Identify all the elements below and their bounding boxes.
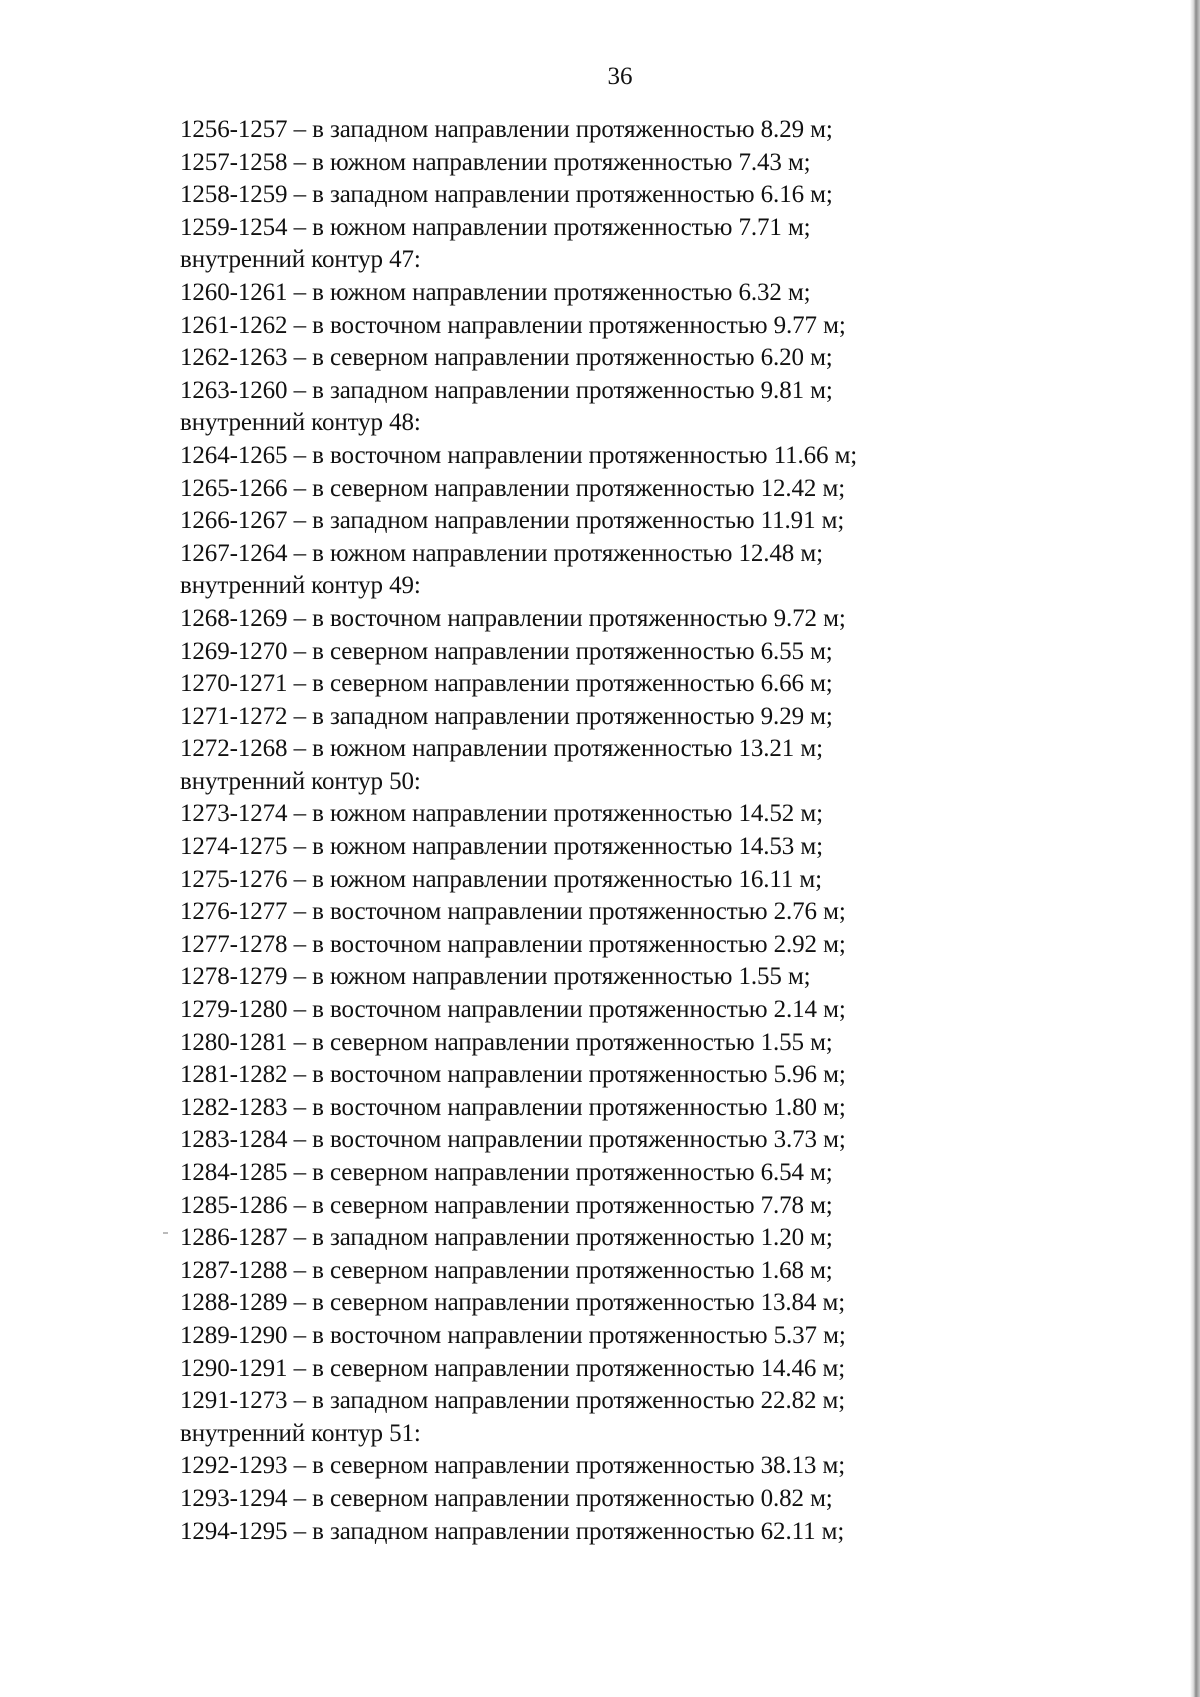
segment-line: 1286-1287 – в западном направлении протяженностью 1.20 м; bbox=[180, 1224, 833, 1252]
segment-line: 1292-1293 – в северном направлении протяженностью 38.13 м; bbox=[180, 1452, 846, 1480]
segment-line: 1293-1294 – в северном направлении протяженностью 0.82 м; bbox=[180, 1484, 833, 1512]
contour-heading: внутренний контур 49: bbox=[180, 572, 421, 600]
segment-line: 1269-1270 – в северном направлении протяженностью 6.55 м; bbox=[180, 637, 833, 665]
contour-heading: внутренний контур 47: bbox=[180, 246, 421, 274]
segment-line: 1270-1271 – в северном направлении протяженностью 6.66 м; bbox=[180, 670, 833, 698]
segment-line: 1264-1265 – в восточном направлении протяженностью 11.66 м; bbox=[180, 441, 858, 469]
scan-edge bbox=[1190, 0, 1200, 1697]
segment-line: 1285-1286 – в северном направлении протяженностью 7.78 м; bbox=[180, 1191, 833, 1219]
segment-line: 1290-1291 – в северном направлении протяженностью 14.46 м; bbox=[180, 1354, 846, 1382]
contour-heading: внутренний контур 50: bbox=[180, 767, 421, 795]
contour-heading: внутренний контур 51: bbox=[180, 1419, 421, 1447]
segment-line: 1265-1266 – в северном направлении протяженностью 12.42 м; bbox=[180, 474, 846, 502]
segment-line: 1257-1258 – в южном направлении протяженностью 7.43 м; bbox=[180, 148, 811, 176]
segment-line: 1273-1274 – в южном направлении протяженностью 14.52 м; bbox=[180, 800, 823, 828]
segment-line: 1294-1295 – в западном направлении протяженностью 62.11 м; bbox=[180, 1517, 845, 1545]
segment-line: 1282-1283 – в восточном направлении протяженностью 1.80 м; bbox=[180, 1093, 846, 1121]
segment-line: 1268-1269 – в восточном направлении протяженностью 9.72 м; bbox=[180, 604, 846, 632]
segment-line: 1287-1288 – в северном направлении протяженностью 1.68 м; bbox=[180, 1256, 833, 1284]
segment-line: 1279-1280 – в восточном направлении протяженностью 2.14 м; bbox=[180, 996, 846, 1024]
segment-line: 1276-1277 – в восточном направлении протяженностью 2.76 м; bbox=[180, 898, 846, 926]
segment-line: 1277-1278 – в восточном направлении протяженностью 2.92 м; bbox=[180, 930, 846, 958]
segment-line: 1259-1254 – в южном направлении протяженностью 7.71 м; bbox=[180, 213, 811, 241]
segment-line: 1274-1275 – в южном направлении протяженностью 14.53 м; bbox=[180, 833, 823, 861]
segment-line: 1288-1289 – в северном направлении протяженностью 13.84 м; bbox=[180, 1289, 846, 1317]
segment-line: 1289-1290 – в восточном направлении протяженностью 5.37 м; bbox=[180, 1321, 846, 1349]
segment-line: 1260-1261 – в южном направлении протяженностью 6.32 м; bbox=[180, 278, 811, 306]
segment-line: 1258-1259 – в западном направлении протяженностью 6.16 м; bbox=[180, 181, 833, 209]
scan-mark bbox=[163, 1232, 168, 1234]
contour-heading: внутренний контур 48: bbox=[180, 409, 421, 437]
contour-description-list bbox=[180, 114, 960, 1548]
segment-line: 1291-1273 – в западном направлении протяженностью 22.82 м; bbox=[180, 1387, 846, 1415]
segment-line: 1275-1276 – в южном направлении протяженностью 16.11 м; bbox=[180, 865, 822, 893]
segment-line: 1283-1284 – в восточном направлении протяженностью 3.73 м; bbox=[180, 1126, 846, 1154]
segment-line: 1271-1272 – в западном направлении протяженностью 9.29 м; bbox=[180, 702, 833, 730]
segment-line: 1266-1267 – в западном направлении протяженностью 11.91 м; bbox=[180, 507, 845, 535]
segment-line: 1278-1279 – в южном направлении протяженностью 1.55 м; bbox=[180, 963, 811, 991]
segment-line: 1261-1262 – в восточном направлении протяженностью 9.77 м; bbox=[180, 311, 846, 339]
segment-line: 1256-1257 – в западном направлении протяженностью 8.29 м; bbox=[180, 116, 833, 143]
page-number: 36 bbox=[607, 63, 633, 90]
segment-line: 1272-1268 – в южном направлении протяженностью 13.21 м; bbox=[180, 735, 823, 763]
segment-line: 1262-1263 – в северном направлении протяженностью 6.20 м; bbox=[180, 344, 833, 372]
segment-line: 1284-1285 – в северном направлении протяженностью 6.54 м; bbox=[180, 1159, 833, 1186]
segment-line: 1281-1282 – в восточном направлении протяженностью 5.96 м; bbox=[180, 1061, 846, 1089]
segment-line: 1267-1264 – в южном направлении протяженностью 12.48 м; bbox=[180, 539, 823, 567]
segment-line: 1263-1260 – в западном направлении протяженностью 9.81 м; bbox=[180, 376, 833, 404]
segment-line: 1280-1281 – в северном направлении протяженностью 1.55 м; bbox=[180, 1028, 833, 1056]
